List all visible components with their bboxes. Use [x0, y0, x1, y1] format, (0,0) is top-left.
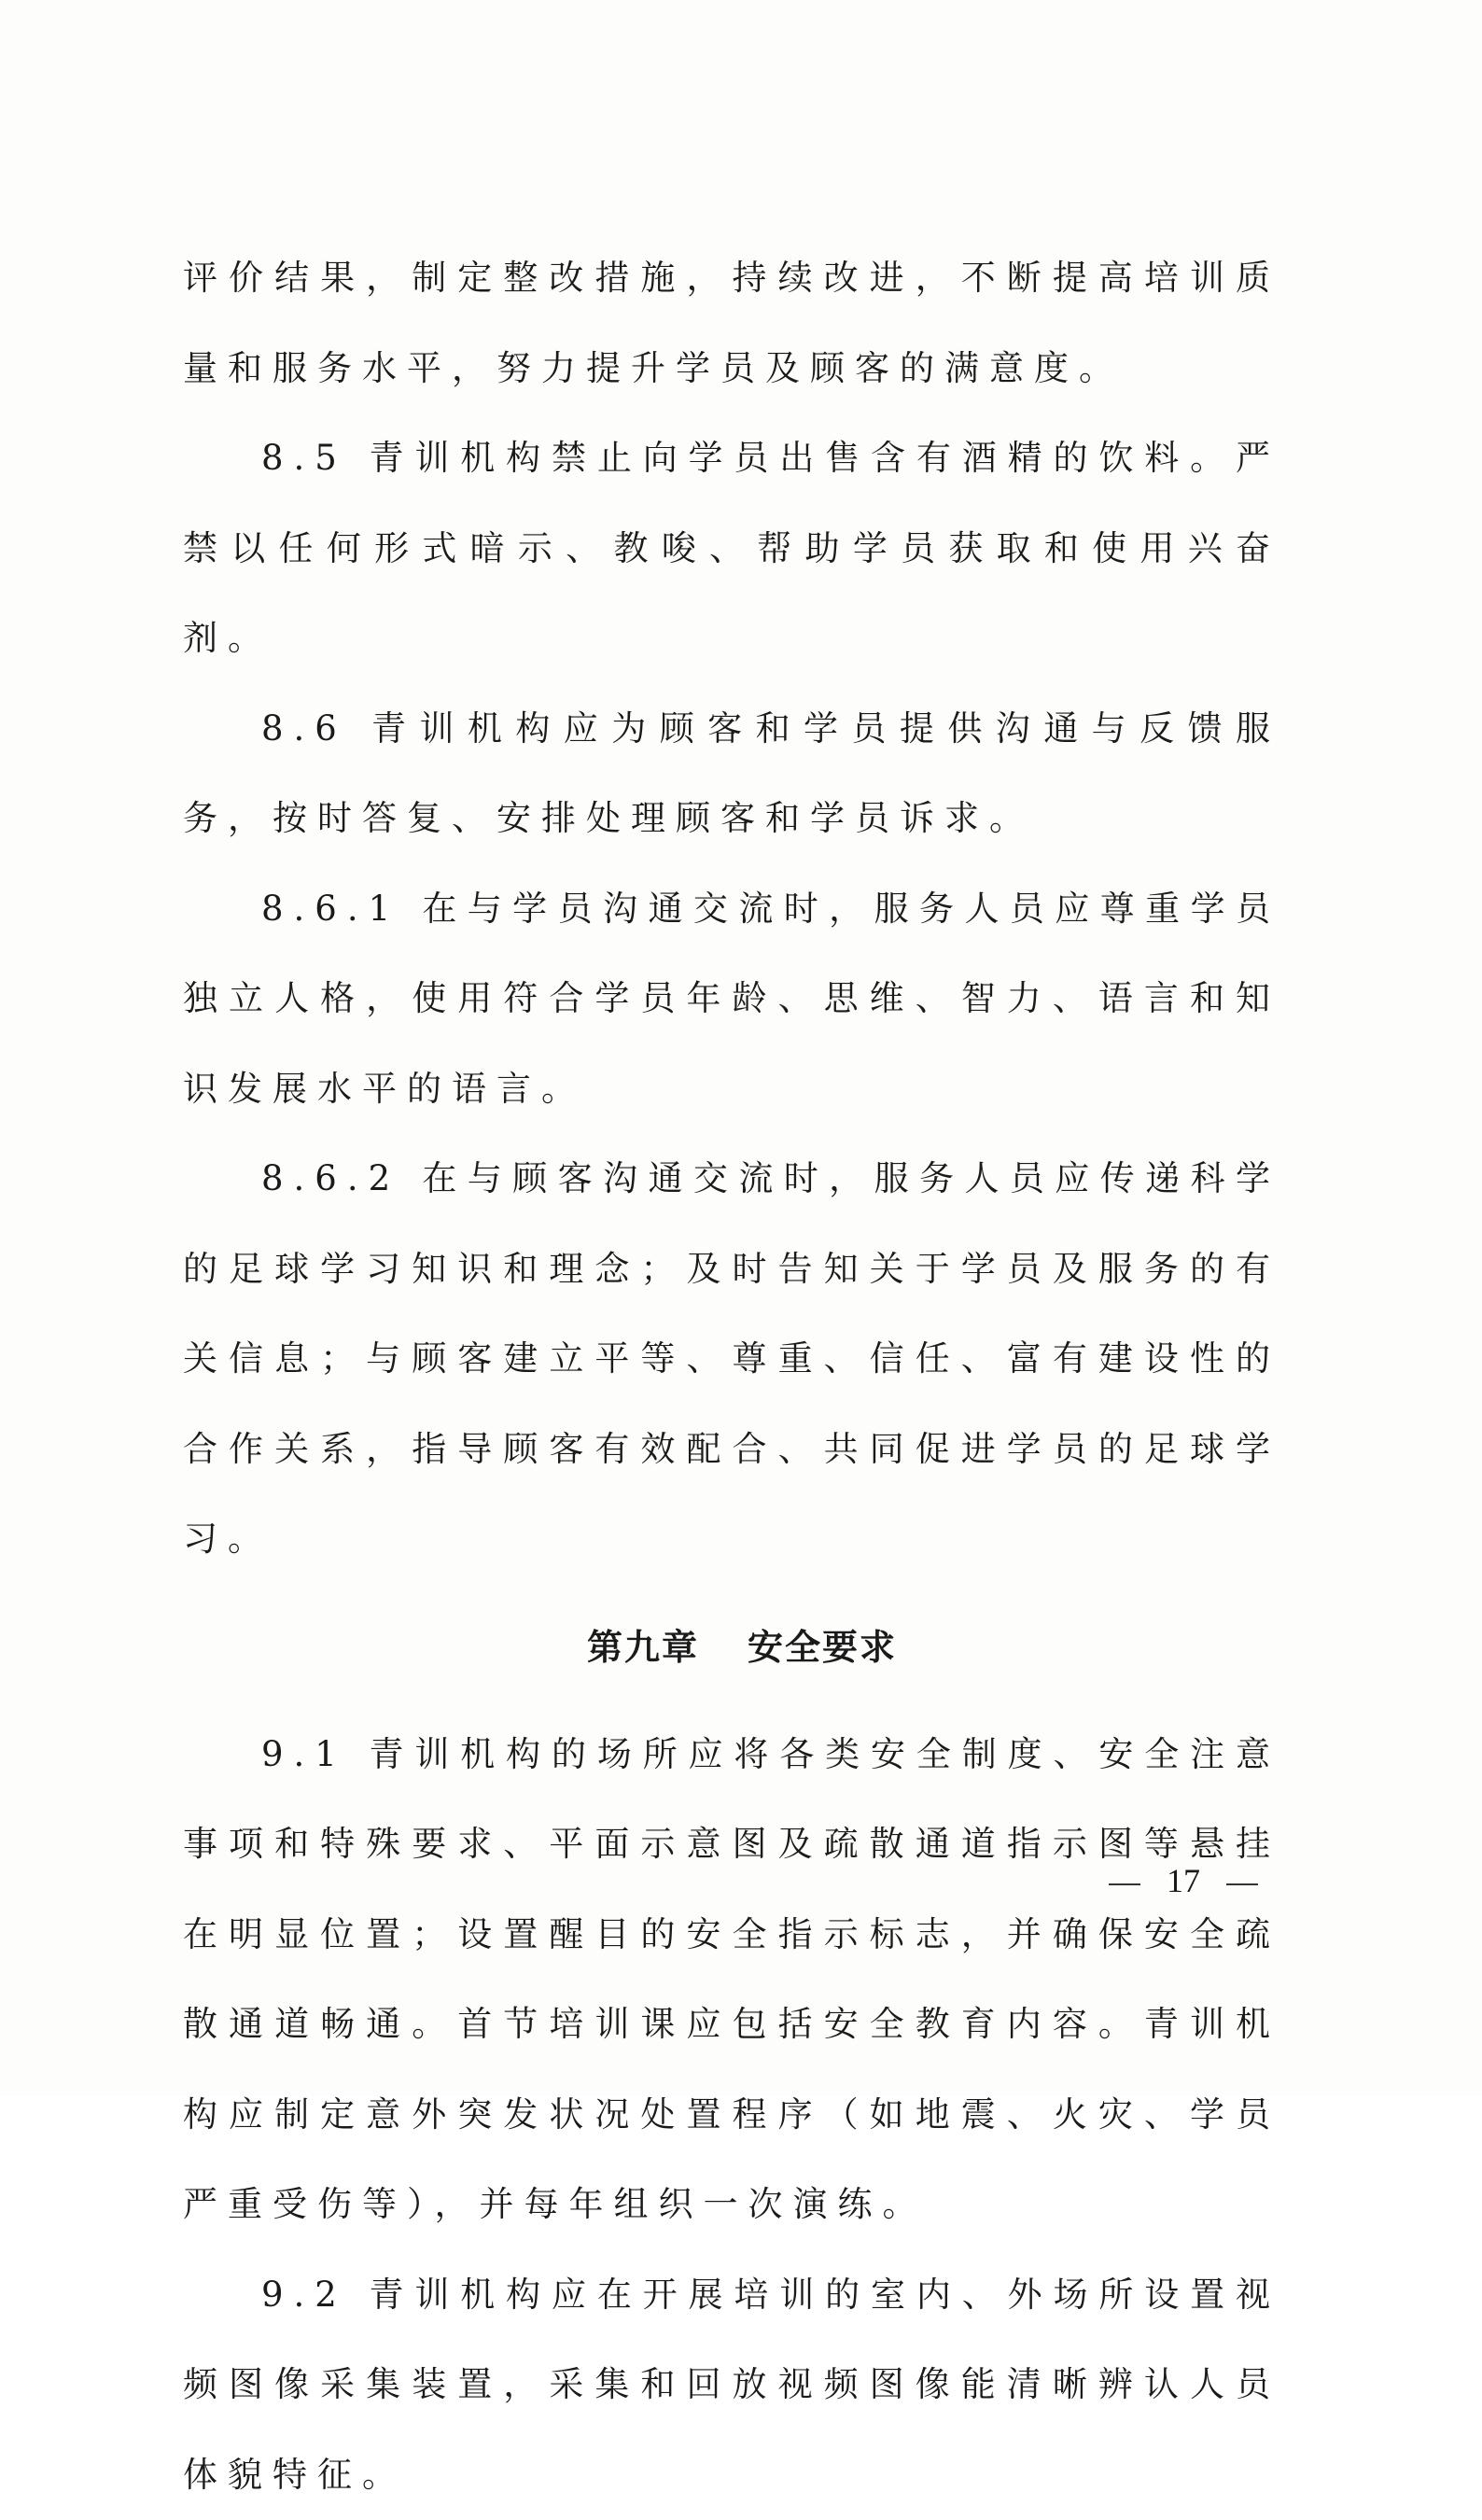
- paragraph-8-6: 8.6 青训机构应为顾客和学员提供沟通与反馈服务，按时答复、安排处理顾客和学员诉求。: [183, 684, 1280, 864]
- chapter-heading: [183, 1585, 1280, 1710]
- paragraph-9-2: 9.2 青训机构应在开展培训的室内、外场所设置视频图像采集装置，采集和回放视频图像能清晰辨认人员体貌特征。: [183, 2250, 1280, 2520]
- paragraph-8-5: 8.5 青训机构禁止向学员出售含有酒精的饮料。严禁以任何形式暗示、教唆、帮助学员获取和使用兴奋剂。: [183, 413, 1280, 684]
- paragraph-8-6-2: 8.6.2 在与顾客沟通交流时，服务人员应传递科学的足球学习知识和理念；及时告知关于学员及服务的有关信息；与顾客建立平等、尊重、信任、富有建设性的合作关系，指导顾客有效配合、共同促进学员的足球学习。: [183, 1134, 1280, 1585]
- paragraph-8-4-continued: 评价结果，制定整改措施，持续改进，不断提高培训质量和服务水平，努力提升学员及顾客的满意度。: [183, 233, 1280, 413]
- page-body: [183, 233, 1280, 2520]
- chapter-number: 第九章: [587, 1627, 699, 1668]
- page-number-value: 17: [1167, 1857, 1200, 1904]
- page-number: [1099, 1857, 1267, 1904]
- page-number-right-dash: [1226, 1883, 1258, 1885]
- page-number-left-dash: [1109, 1883, 1140, 1885]
- paragraph-8-6-1: 8.6.1 在与学员沟通交流时，服务人员应尊重学员独立人格，使用符合学员年龄、思维、智力、语言和知识发展水平的语言。: [183, 864, 1280, 1135]
- paragraph-9-1: 9.1 青训机构的场所应将各类安全制度、安全注意事项和特殊要求、平面示意图及疏散通道指示图等悬挂在明显位置；设置醒目的安全指示标志，并确保安全疏散通道畅通。首节培训课应包括安全教育内容。青训机构应制定意外突发状况处置程序（如地震、火灾、学员严重受伤等），并每年组织一次演练。: [183, 1710, 1280, 2250]
- chapter-title: 安全要求: [748, 1627, 897, 1668]
